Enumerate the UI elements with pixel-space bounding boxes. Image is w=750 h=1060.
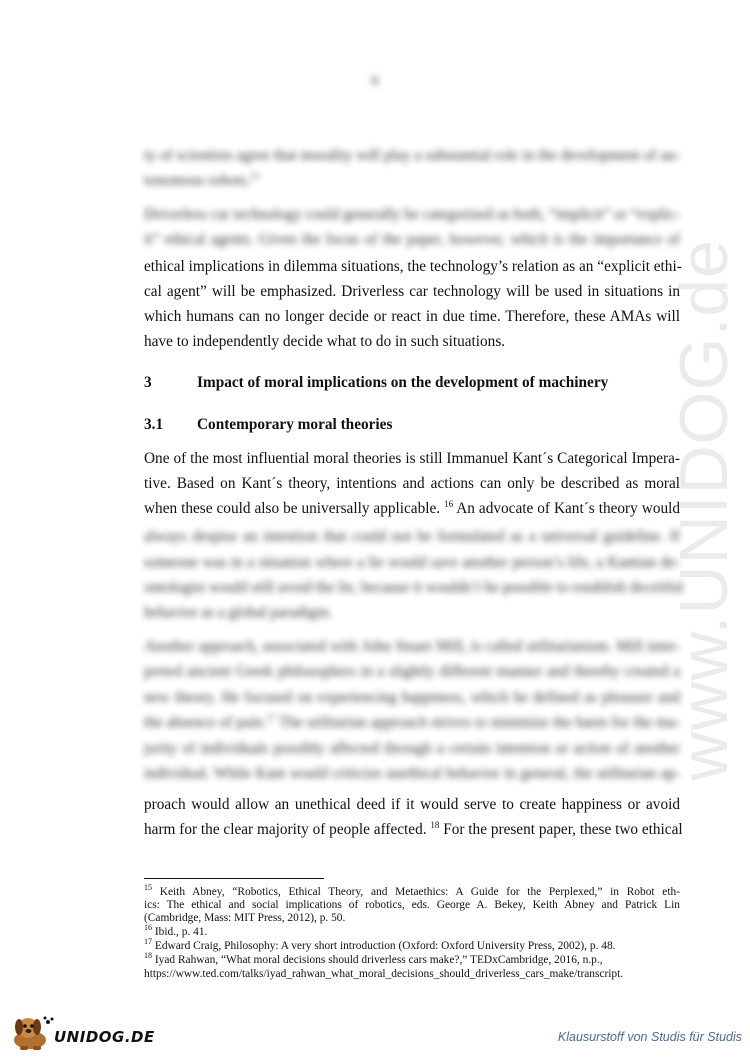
footnote-line: $^{17}$ Edward Craig, Philosophy: A very short introduction (Oxford: Oxford University Press, 2002), p. 48. (144, 937, 616, 952)
footnote-line: $^{16}$ Ibid., p. 41. (144, 923, 208, 938)
paragraph-line: preted ancient Greek philosophers in a slightly different manner and thereby created a (144, 663, 680, 680)
logo-text: UNIDOG.DE (54, 1028, 155, 1046)
paragraph-line: tonomous robots.$^{15}$ (144, 170, 260, 189)
footnote-ref: 17 (266, 712, 276, 723)
paragraph-line: individual. While Kant would criticize unethical behavior in general, the utilitarian ap- (144, 765, 680, 782)
paragraph-line: proach would allow an unethical deed if it would serve to create happiness or avoid (144, 796, 680, 813)
footnote-line: (Cambridge, Mass: MIT Press, 2012), p. 50. (144, 912, 346, 924)
paragraph-line: it” ethical agents. Given the focus of the paper, however, which is the importance of (144, 231, 680, 248)
section-heading: 3 Impact of moral implications on the development of machinery (144, 374, 609, 391)
footnote-line: $^{18}$ Iyad Rahwan, “What moral decisions should driverless cars make?,” TEDxCambridge, 2016, n.p., (144, 951, 603, 966)
watermark: www.UNIDOG.de (666, 239, 742, 781)
footnote-line: https://www.ted.com/talks/iyad_rahwan_what_moral_decisions_should_driverless_cars_make/transcript. (144, 968, 624, 980)
paragraph-line: which humans can no longer decide or react in due time. Therefore, these AMAs will (144, 308, 680, 325)
paragraph-line: ethical implications in dilemma situations, the technology’s relation as an “explicit ethi- (144, 258, 682, 275)
paragraph-line: cal agent” will be emphasized. Driverless car technology will be used in situations in (144, 283, 680, 300)
footnote-line: ics: The ethical and social implications of robotics, eds. George A. Bekey, Keith Abney and Patrick Lin (144, 899, 680, 911)
footnote-ref: 18 (430, 819, 440, 830)
page-number: 6 (371, 74, 379, 89)
paragraph-line: someone was in a situation where a lie would save another person’s life, a Kantian de- (144, 554, 680, 571)
footnote-ref: 16 (444, 498, 454, 509)
footnote-line: $^{15}$ Keith Abney, “Robotics, Ethical Theory, and Metaethics: A Guide for the Perplexed,” in Robot eth- (144, 883, 680, 898)
footer-tagline: Klausurstoff von Studis für Studis (557, 1030, 742, 1044)
footnote-divider (144, 878, 324, 879)
paragraph-line: harm for the clear majority of people affected. $^{18}$ For the present paper, these two ethical (144, 819, 683, 838)
dog-mascot-icon (6, 1012, 56, 1052)
paragraph-line: always despise an intention that could not be formulated as a universal guideline. If (144, 528, 680, 545)
paragraph-line: ty of scientists agree that morality will play a substantial role in the development of au- (144, 147, 680, 164)
paragraph-line: have to independently decide what to do in such situations. (144, 333, 506, 350)
paragraph-line: tive. Based on Kant´s theory, intentions and actions can only be described as moral (144, 475, 680, 492)
paragraph-line: ontologist would still avoid the lie, because it wouldn’t be possible to establish deceitful (144, 579, 684, 596)
paragraph-line: Driverless car technology could generally be categorized as both, “implicit” or “explic- (144, 206, 680, 223)
unidog-logo (6, 1012, 156, 1052)
footnote-ref: 15 (250, 170, 260, 181)
paragraph-line: jority of individuals possibly affected through a certain intention or action of another (144, 740, 680, 757)
paragraph-line: the absence of pain.$^{17}$ The utilitarian approach strives to minimize the harm for the ma- (144, 712, 680, 731)
paragraph-line: new theory. He focused on experiencing happiness, which he defined as pleasure and (144, 689, 680, 706)
paragraph-line: behavior as a global paradigm. (144, 604, 333, 621)
paragraph-line: when these could also be universally applicable. $^{16}$ An advocate of Kant´s theory would (144, 498, 681, 517)
paragraph-line: Another approach, associated with John Stuart Mill, is called utilitarianism. Mill inter- (144, 638, 680, 655)
paragraph-line: One of the most influential moral theories is still Immanuel Kant´s Categorical Impera- (144, 450, 680, 467)
subsection-heading: 3.1 Contemporary moral theories (144, 416, 393, 433)
